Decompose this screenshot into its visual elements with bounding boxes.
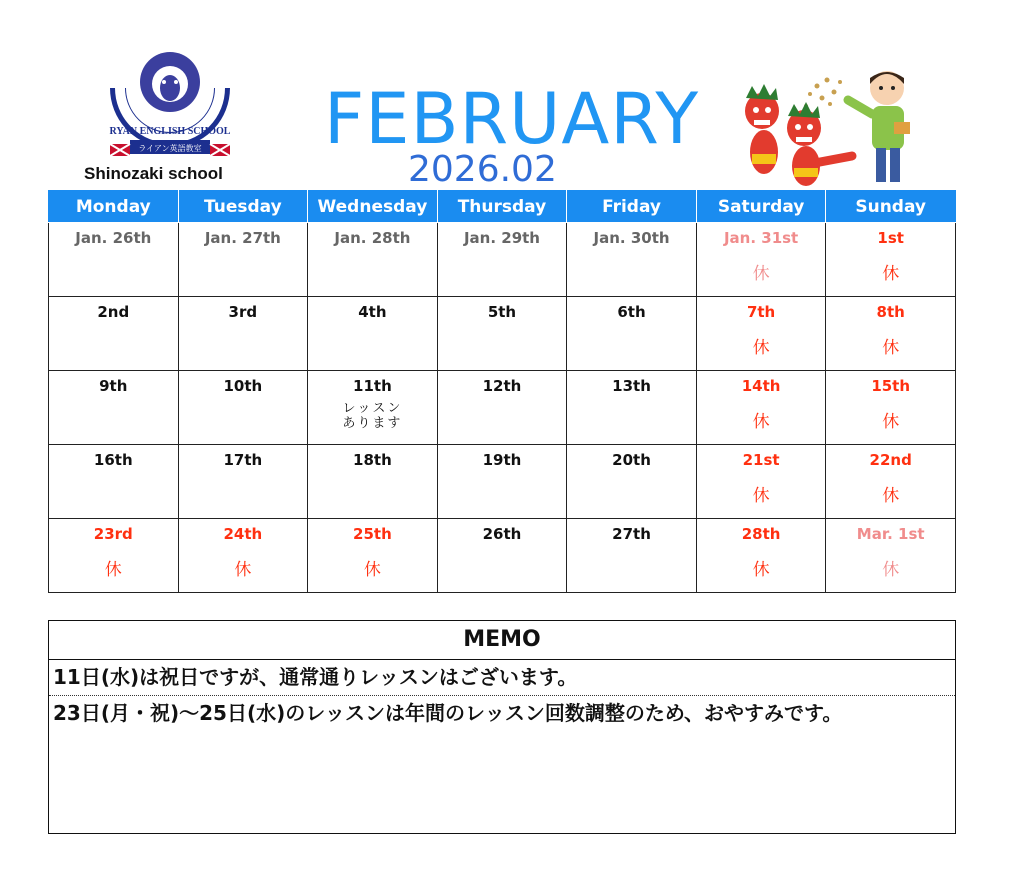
day-date: 21st <box>742 451 780 469</box>
calendar-day-cell <box>567 519 697 593</box>
calendar-day-cell <box>178 371 308 445</box>
day-date: 22nd <box>869 451 912 469</box>
logo-arc-text: RYAN ENGLISH SCHOOL <box>109 126 231 137</box>
calendar-day-cell <box>178 519 308 593</box>
school-name: Shinozaki school <box>84 164 223 183</box>
calendar-day-cell <box>49 371 179 445</box>
calendar-day-cell <box>567 297 697 371</box>
day-date: 25th <box>353 525 392 543</box>
day-date: 19th <box>482 451 522 469</box>
calendar-day-cell <box>49 445 179 519</box>
day-date: 4th <box>358 303 387 321</box>
day-date: 1st <box>877 229 904 247</box>
calendar-day-cell <box>308 371 438 445</box>
weekday-header: Friday <box>567 191 697 223</box>
day-date: 20th <box>612 451 651 469</box>
calendar-week-row <box>49 297 956 371</box>
day-date: Mar. 1st <box>856 525 925 543</box>
calendar-day-cell <box>49 519 179 593</box>
month-title: FEBRUARY <box>324 78 700 160</box>
weekday-header: Wednesday <box>308 191 438 223</box>
calendar-day-cell <box>178 445 308 519</box>
calendar-table <box>48 190 956 593</box>
day-date: 17th <box>223 451 263 469</box>
memo-box <box>48 620 956 834</box>
day-date: 5th <box>487 303 517 321</box>
closed-mark: 休 <box>363 560 381 580</box>
weekday-header: Sunday <box>826 191 956 223</box>
calendar-day-cell <box>826 445 956 519</box>
calendar-day-cell <box>826 223 956 297</box>
calendar-day-cell <box>696 297 826 371</box>
day-date: 15th <box>871 377 911 395</box>
calendar-day-cell <box>437 297 567 371</box>
calendar-day-cell <box>49 223 179 297</box>
day-date: Jan. 26th <box>75 229 152 247</box>
calendar-day-cell <box>437 223 567 297</box>
day-date: 8th <box>876 303 905 321</box>
closed-mark: 休 <box>882 264 900 284</box>
closed-mark: 休 <box>752 338 770 358</box>
calendar-day-cell <box>437 445 567 519</box>
calendar-day-cell <box>308 297 438 371</box>
day-date: 13th <box>612 377 651 395</box>
calendar-day-cell <box>178 297 308 371</box>
calendar-day-cell <box>696 371 826 445</box>
calendar-week-row <box>49 445 956 519</box>
day-date: 18th <box>353 451 392 469</box>
setsubun-illustration <box>722 66 937 191</box>
calendar-day-cell <box>696 223 826 297</box>
calendar-day-cell <box>826 519 956 593</box>
calendar-day-cell <box>567 371 697 445</box>
day-date: 24th <box>223 525 263 543</box>
calendar-day-cell <box>567 223 697 297</box>
day-date: Jan. 29th <box>463 229 540 247</box>
closed-mark: 休 <box>752 264 770 284</box>
closed-mark: 休 <box>882 338 900 358</box>
calendar-day-cell <box>49 297 179 371</box>
calendar-day-cell <box>437 371 567 445</box>
calendar-week-row <box>49 519 956 593</box>
closed-mark: 休 <box>752 560 770 580</box>
day-date: 6th <box>617 303 646 321</box>
calendar-day-cell <box>826 371 956 445</box>
calendar-day-cell <box>696 519 826 593</box>
memo-line: 23日(月・祝)〜25日(水)のレッスンは年間のレッスン回数調整のため、おやすみです。 <box>53 701 843 725</box>
day-date: 26th <box>482 525 522 543</box>
closed-mark: 休 <box>104 560 122 580</box>
day-date: Jan. 28th <box>334 229 411 247</box>
year-month-title: 2026.02 <box>408 149 557 190</box>
weekday-header: Saturday <box>696 191 826 223</box>
day-date: 28th <box>741 525 781 543</box>
calendar-day-cell <box>826 297 956 371</box>
closed-mark: 休 <box>234 560 252 580</box>
day-date: 27th <box>612 525 651 543</box>
lion-crest-icon <box>100 48 240 168</box>
closed-mark: 休 <box>882 412 900 432</box>
weekday-header-row <box>49 191 956 223</box>
calendar-day-cell <box>178 223 308 297</box>
closed-mark: 休 <box>752 486 770 506</box>
day-date: Jan. 30th <box>593 229 670 247</box>
day-date: 7th <box>746 303 776 321</box>
calendar-week-row <box>49 223 956 297</box>
memo-line: 11日(水)は祝日ですが、通常通りレッスンはございます。 <box>49 660 955 696</box>
calendar-day-cell <box>696 445 826 519</box>
day-date: 3rd <box>228 303 258 321</box>
day-date: 11th <box>353 377 392 395</box>
day-date: 12th <box>482 377 522 395</box>
closed-mark: 休 <box>882 560 900 580</box>
memo-title: MEMO <box>49 621 955 660</box>
day-note: レッスン あります <box>342 401 403 431</box>
calendar-day-cell <box>308 223 438 297</box>
closed-mark: 休 <box>752 412 770 432</box>
day-date: Jan. 31st <box>723 229 799 247</box>
weekday-header: Monday <box>49 191 179 223</box>
day-date: 23rd <box>93 525 133 543</box>
calendar-day-cell <box>567 445 697 519</box>
logo-banner-text: ライアン英語教室 <box>138 144 202 153</box>
calendar-day-cell <box>437 519 567 593</box>
day-date: Jan. 27th <box>204 229 281 247</box>
weekday-header: Thursday <box>437 191 567 223</box>
weekday-header: Tuesday <box>178 191 308 223</box>
calendar-week-row <box>49 371 956 445</box>
day-date: 10th <box>223 377 263 395</box>
school-logo <box>100 48 240 168</box>
closed-mark: 休 <box>882 486 900 506</box>
oni-bean-throwing-icon <box>722 66 937 191</box>
day-date: 9th <box>99 377 128 395</box>
calendar-body <box>49 223 956 593</box>
day-date: 2nd <box>97 303 130 321</box>
day-date: 16th <box>93 451 133 469</box>
day-date: 14th <box>741 377 781 395</box>
calendar-day-cell <box>308 519 438 593</box>
calendar-day-cell <box>308 445 438 519</box>
